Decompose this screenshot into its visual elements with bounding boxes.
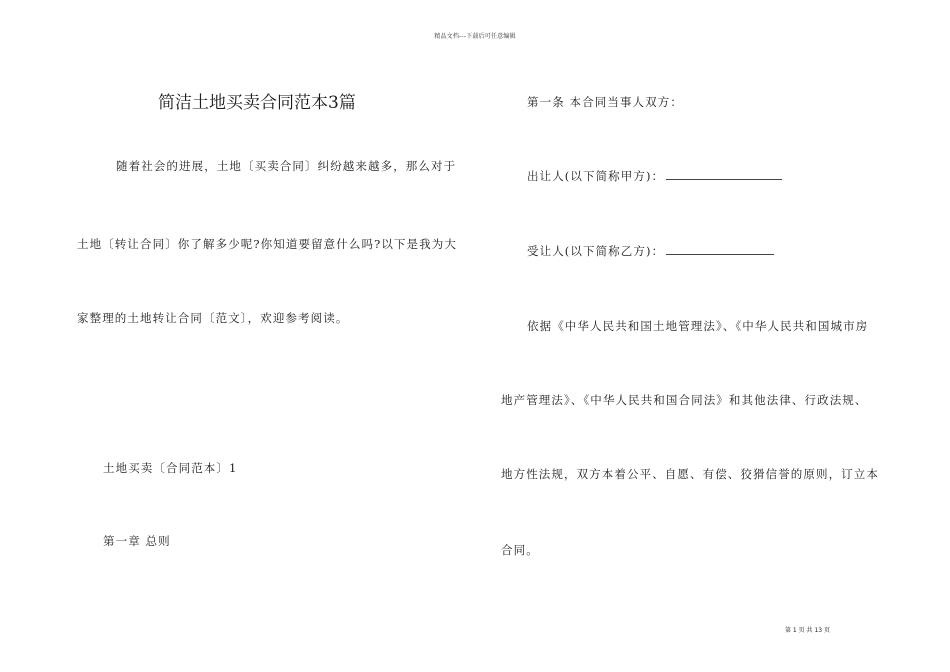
intro-paragraph-line-2: 土地〔转让合同〕你了解多少呢?你知道要留意什么吗?以下是我为大 (77, 237, 457, 251)
transferor-line (527, 167, 782, 184)
article-1-heading: 第一条 本合同当事人双方： (527, 95, 683, 109)
document-title: 简洁土地买卖合同范本3篇 (158, 93, 356, 113)
section-heading: 土地买卖〔合同范本〕1 (103, 461, 238, 475)
page-header: 精品文档---下载后可任意编辑 (434, 33, 516, 40)
transferee-line (527, 242, 774, 259)
intro-paragraph-line-3: 家整理的土地转让合同〔范文〕，欢迎参考阅读。 (77, 311, 349, 325)
basis-paragraph-line-1: 依据《中华人民共和国土地管理法》、《中华人民共和国城市房 (527, 319, 869, 333)
chapter-heading: 第一章 总则 (103, 534, 171, 548)
transferor-blank-field[interactable] (666, 167, 782, 180)
intro-paragraph-line-1: 随着社会的进展，土地〔买卖合同〕纠纷越来越多，那么对于 (116, 159, 457, 173)
basis-paragraph-line-3: 地方性法规，双方本着公平、自愿、有偿、狡猾信誉的原则，订立本 (501, 467, 879, 481)
transferor-label: 出让人(以下简称甲方)： (527, 169, 665, 183)
basis-paragraph-line-2: 地产管理法》、《中华人民共和国合同法》和其他法律、行政法规、 (501, 393, 868, 407)
transferee-label: 受让人(以下简称乙方)： (527, 244, 665, 258)
page-footer: 第 1 页 共 13 页 (785, 627, 830, 634)
transferee-blank-field[interactable] (666, 242, 774, 255)
basis-paragraph-line-4: 合同。 (501, 543, 539, 557)
